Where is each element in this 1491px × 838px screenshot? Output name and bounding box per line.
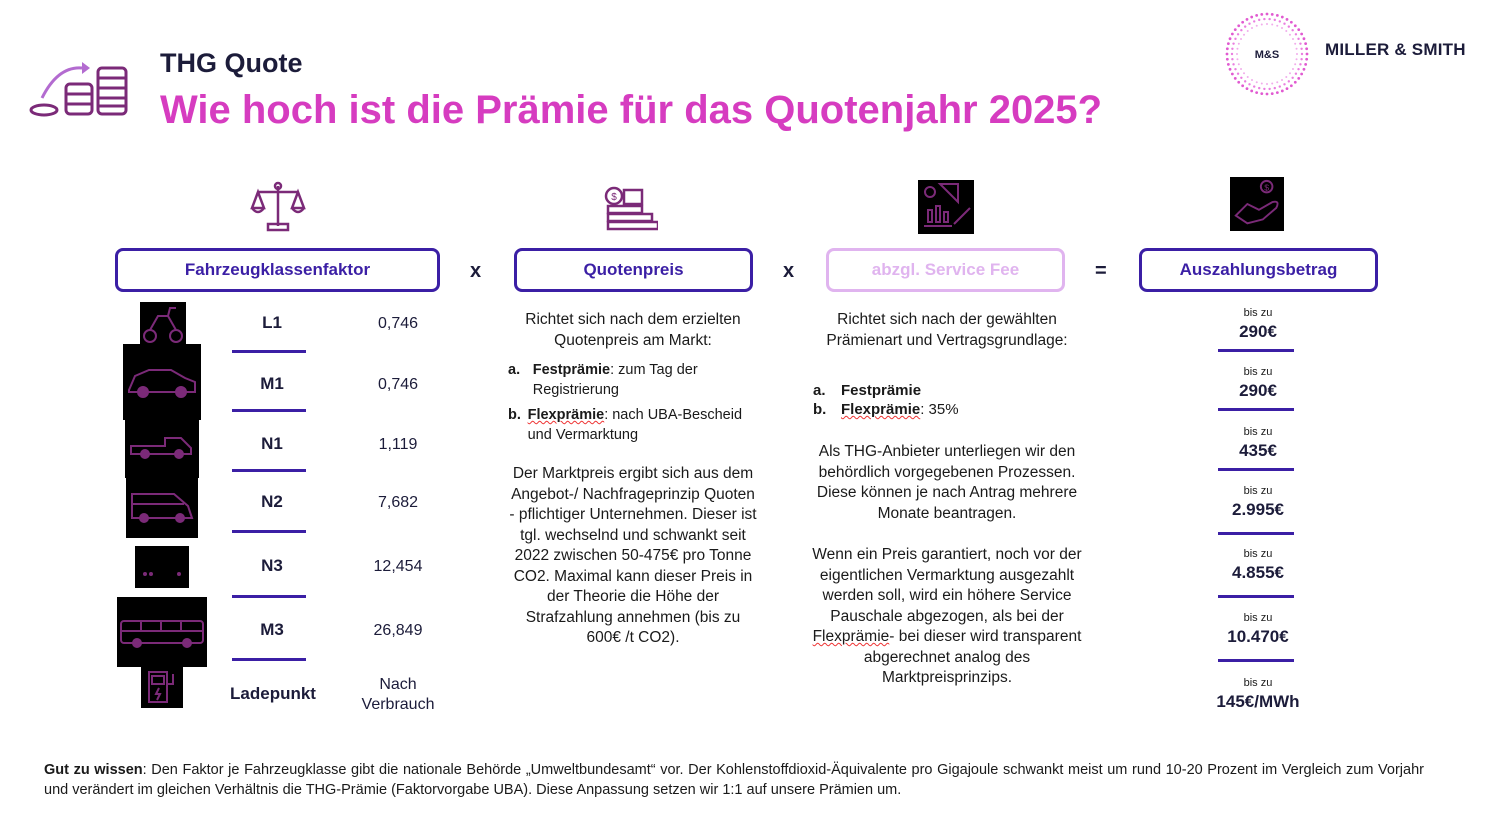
text-part: Wenn ein Preis garantiert, noch vor der eigentlichen Vermarktung ausgezahlt werden soll, wird ein höhere Service Pauschale abgezogen, als bei der <box>812 546 1082 625</box>
factor-line: Verbrauch <box>361 696 435 713</box>
price-option-a <box>508 360 758 400</box>
divider <box>232 409 306 412</box>
payout-prefix: bis zu <box>1243 548 1273 560</box>
price-stack-icon <box>602 180 658 234</box>
list-marker: a. <box>813 382 826 399</box>
payout-amount: 4.855€ <box>1232 563 1284 582</box>
pickup-icon <box>125 420 199 478</box>
divider <box>1218 408 1294 411</box>
svg-text:$: $ <box>1264 182 1270 193</box>
report-chart-icon <box>918 180 974 234</box>
price-intro: Richtet sich nach dem erzielten Quotenpreis am Markt: <box>525 311 741 349</box>
payout-amount: 2.995€ <box>1232 500 1284 519</box>
service-fee-pill: abzgl. Service Fee <box>826 248 1065 292</box>
option-title: Flexprämie <box>841 401 921 418</box>
vehicle-factor-value: 7,682 <box>377 494 419 511</box>
vehicle-class-label: N2 <box>261 492 283 511</box>
vehicle-class-label: N1 <box>261 434 283 453</box>
vehicle-class-label: Ladepunkt <box>230 684 316 703</box>
truck-icon <box>135 546 189 588</box>
fee-intro: Richtet sich nach der gewählten Prämienart und Vertragsgrundlage: <box>826 311 1068 349</box>
process-text: Als THG-Anbieter unterliegen wir den behördlich vorgegebenen Prozessen. Diese können je nach Antrag mehrere Monate beantragen. <box>816 443 1078 522</box>
payout-prefix: bis zu <box>1243 426 1273 438</box>
dotted-logo-ring-icon <box>1225 12 1309 96</box>
option-title: Festprämie <box>532 362 611 378</box>
van-icon <box>126 478 198 538</box>
flex-term: Flexprämie <box>812 628 890 645</box>
divider <box>1218 532 1294 535</box>
list-marker: a. <box>508 362 521 378</box>
footer-text: : Den Faktor je Fahrzeugklasse gibt die nationale Behörde „Umweltbundesamt“ vor. Der Kohlenstoffdioxid-Äquivalente pro Gigajoule schwankt meist um rund 10-20 Prozent im Vergleich zum Vorjahr und verändert im gleichen Verhältnis die THG-Prämie (Faktorvorgabe UBA). Diese Anpassung setzen wir 1:1 auf unsere Prämien um. <box>44 762 1424 798</box>
bus-icon <box>117 597 207 667</box>
quote-price-pill: Quotenpreis <box>514 248 753 292</box>
vehicle-factor-value: 0,746 <box>377 376 419 393</box>
page-kicker: THG Quote <box>160 48 303 78</box>
multiply-sign-2: x <box>783 260 795 282</box>
vehicle-class-label: N3 <box>261 556 283 575</box>
divider <box>232 595 306 598</box>
footer-note <box>44 760 1424 800</box>
list-marker: b. <box>813 401 827 418</box>
divider <box>232 350 306 353</box>
factor-line: Nach <box>379 676 417 693</box>
coins-growth-icon <box>28 58 132 120</box>
divider <box>1218 468 1294 471</box>
vehicle-class-label: L1 <box>262 313 282 332</box>
car-icon <box>123 344 201 420</box>
market-price-text: Der Marktpreis ergibt sich aus dem Angebot-/ Nachfrageprinzip Quoten - pflichtiger Unternehmen. Dieser ist tgl. wechselnd und schwankt seit 2022 zwischen 50-475€ pro Tonne CO2. Maximal kann dieser Preis in der Theorie die Höhe der Strafzahlung annehmen (bis zu 600€ /t CO2). <box>509 465 757 646</box>
hand-coin-icon <box>1229 177 1285 231</box>
divider <box>1218 349 1294 352</box>
option-title: Festprämie <box>841 382 922 399</box>
page-title: Wie hoch ist die Prämie für das Quotenjahr 2025? <box>160 88 1103 132</box>
vehicle-factor-value: 1,119 <box>378 436 418 453</box>
factor-pill: Fahrzeugklassenfaktor <box>115 248 440 292</box>
divider <box>232 658 306 661</box>
charging-station-icon <box>141 666 183 708</box>
payout-prefix: bis zu <box>1243 366 1273 378</box>
payout-amount: 435€ <box>1239 441 1277 460</box>
divider <box>1218 595 1294 598</box>
equals-sign: = <box>1095 260 1107 282</box>
payout-amount: 290€ <box>1239 322 1277 341</box>
option-title: Flexprämie <box>527 407 605 423</box>
vehicle-factor-value: 0,746 <box>377 315 419 332</box>
brand-name: MILLER & SMITH <box>1325 40 1466 59</box>
option-text: : nach UBA-Bescheid und Vermarktung <box>527 407 743 443</box>
fee-option-a <box>813 381 1073 401</box>
option-text: : 35% <box>920 401 959 418</box>
option-text: : zum Tag der Registrierung <box>532 362 698 398</box>
price-option-b <box>508 405 758 445</box>
footer-bold: Gut zu wissen <box>44 762 143 778</box>
list-marker: b. <box>508 407 521 423</box>
logo-badge: M&S <box>1254 49 1280 61</box>
vehicle-class-label: M3 <box>260 620 284 639</box>
svg-text:$: $ <box>611 192 617 203</box>
payout-amount: 290€ <box>1239 381 1277 400</box>
guarantee-text <box>812 545 1082 689</box>
payout-prefix: bis zu <box>1243 307 1273 319</box>
vehicle-factor-value <box>353 675 443 715</box>
payout-amount: 145€/MWh <box>1216 692 1300 711</box>
vehicle-factor-value: 26,849 <box>373 622 423 639</box>
vehicle-factor-value: 12,454 <box>373 558 423 575</box>
payout-amount: 10.470€ <box>1227 627 1289 646</box>
payout-prefix: bis zu <box>1243 612 1273 624</box>
fee-option-b <box>813 400 1073 420</box>
scales-icon <box>250 180 306 234</box>
scooter-icon <box>140 302 186 346</box>
payout-pill: Auszahlungsbetrag <box>1139 248 1378 292</box>
payout-prefix: bis zu <box>1243 677 1273 689</box>
divider <box>1218 659 1294 662</box>
multiply-sign: x <box>470 260 482 282</box>
text-part: - bei dieser wird transparent abgerechnet analog des Marktpreisprinzips. <box>863 628 1082 686</box>
divider <box>232 530 306 533</box>
payout-prefix: bis zu <box>1243 485 1273 497</box>
vehicle-class-label: M1 <box>260 374 284 393</box>
divider <box>232 469 306 472</box>
